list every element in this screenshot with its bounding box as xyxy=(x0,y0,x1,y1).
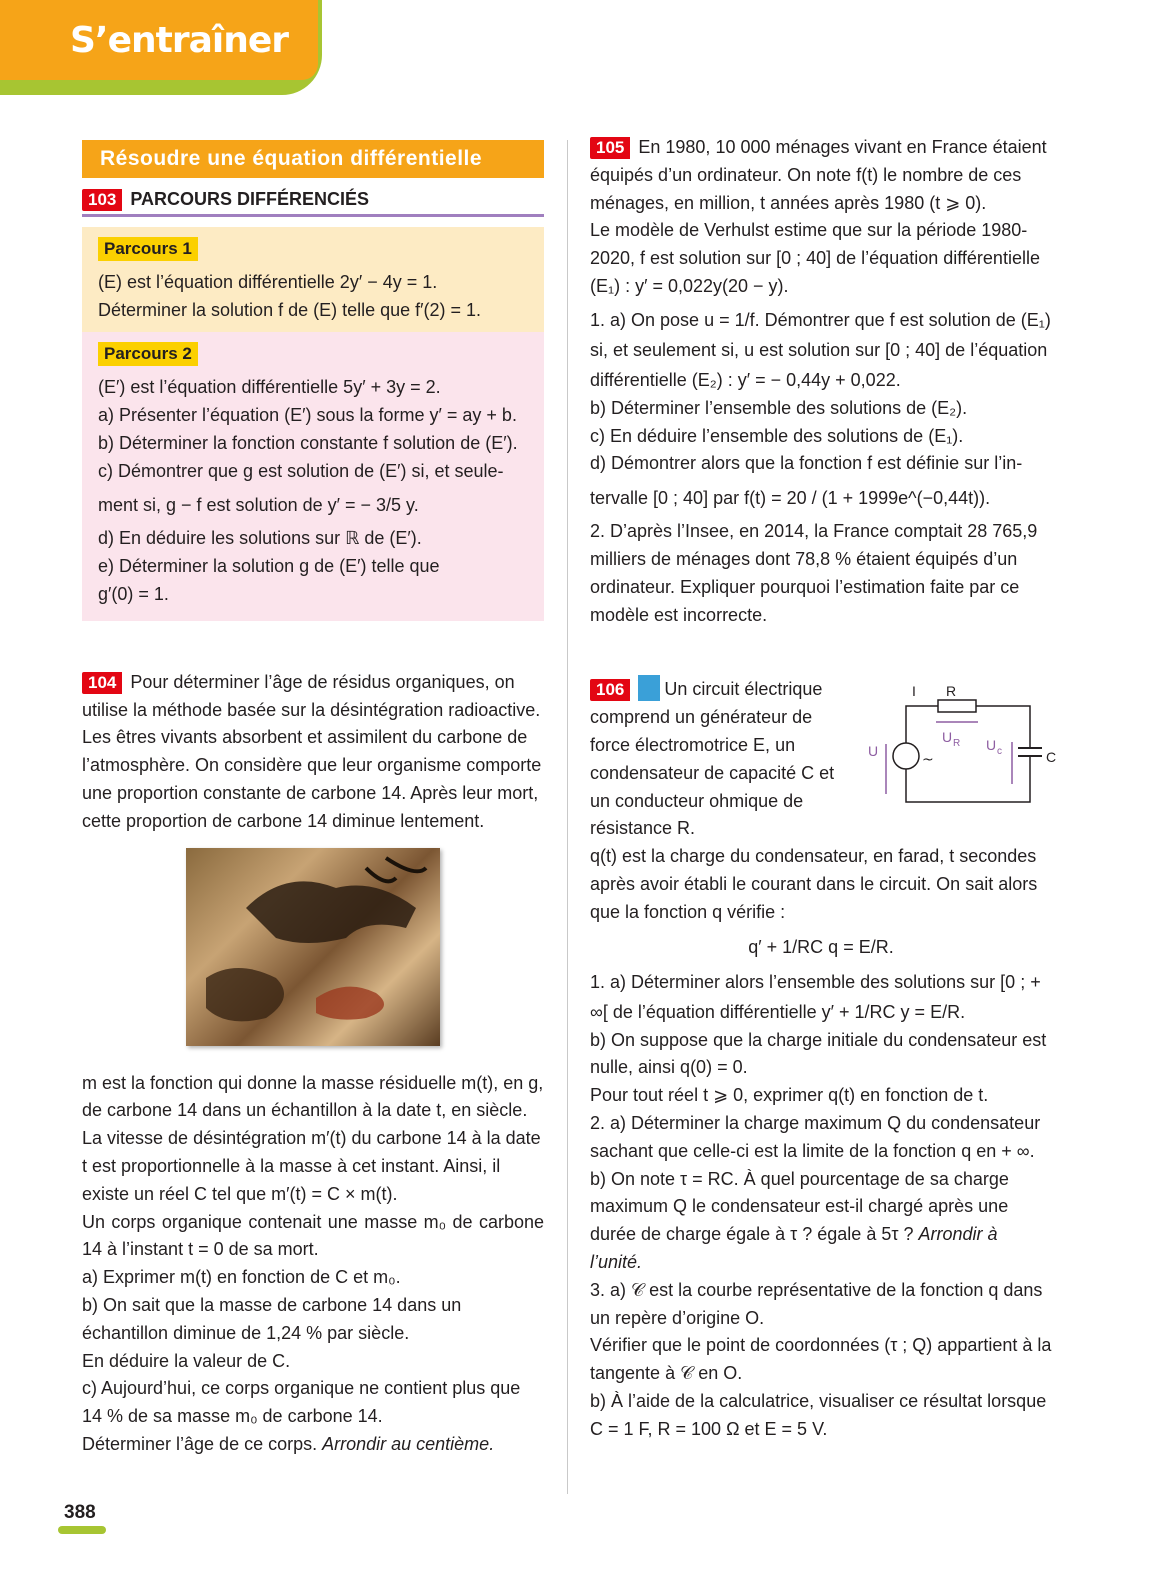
ex106-number: 106 xyxy=(590,679,630,701)
ex105-intro xyxy=(590,134,1052,217)
ex104-c2-text: Déterminer l’âge de ce corps. xyxy=(82,1433,323,1454)
p2-question-c1: c) Démontrer que g est solution de (E′) si, et seule- xyxy=(98,460,504,481)
ex104-paragraph-2: Un corps organique contenait une masse m₀ de carbone 14 à l’instant t = 0 de sa mort. xyxy=(82,1211,544,1260)
ex106-equation: q′ + 1/RC q = E/R. xyxy=(748,936,894,957)
ex104-question-a: a) Exprimer m(t) en fonction de C et m₀. xyxy=(82,1267,401,1288)
section-title: Résoudre une équation différentielle xyxy=(82,140,544,178)
parcours-1-box xyxy=(82,227,544,332)
ex104-paragraph-1: m est la fonction qui donne la masse résiduelle m(t), en g, de carbone 14 dans un échantillon à la date t, en siècle. La vitesse de désintégration m′(t) du carbone 14 à la date t est proportionnelle à la masse à cet instant. Ainsi, il existe un réel C tel que m′(t) = C × m(t). xyxy=(82,1072,544,1204)
ex104-number: 104 xyxy=(82,672,122,694)
ex103-number: 103 xyxy=(82,189,122,211)
ex104-question-b2: En déduire la valeur de C. xyxy=(82,1350,291,1371)
p2-question-d: d) En déduire les solutions sur ℝ de (E′). xyxy=(98,528,422,549)
circuit-label-ur-sub: R xyxy=(953,738,961,749)
ex104-intro-text: Pour déterminer l’âge de résidus organiques, on utilise la méthode basée sur la désintégration radioactive. Les êtres vivants absorbent et assimilent du carbone de l’atmosphère. On considère que leur organisme comporte une proportion constante de carbone 14. Après leur mort, cette proportion de carbone 14 diminue lentement. xyxy=(82,671,542,831)
circuit-label-uc-sub: c xyxy=(997,746,1002,757)
rc-circuit-diagram xyxy=(860,684,1060,814)
ex105-number: 105 xyxy=(590,137,630,159)
ex105-question-1d2: tervalle [0 ; 40] par f(t) = 20 / (1 + 1999e^(−0,44t)). xyxy=(590,488,991,509)
page-number: 388 xyxy=(64,1502,96,1523)
ex105-question-1c: c) En déduire l’ensemble des solutions de (E₁). xyxy=(590,425,964,446)
page-number-underline xyxy=(58,1526,106,1534)
circuit-label-generator: ~ xyxy=(922,752,934,768)
ex104-question-c2 xyxy=(82,1431,544,1459)
p2-line-1: (E′) est l’équation différentielle 5y′ + 3y = 2. xyxy=(98,377,441,398)
ex106-question-3a2: Vérifier que le point de coordonnées (τ ; Q) appartient à la tangente à 𝒞 en O. xyxy=(590,1335,1052,1384)
ex105 xyxy=(590,134,1052,629)
ex106-q2b-italic: Arrondir à l’unité. xyxy=(590,1224,998,1272)
ex105-question-1d1: d) Démontrer alors que la fonction f est définie sur l’in- xyxy=(590,453,1023,474)
parcours-2-label: Parcours 2 xyxy=(98,342,198,366)
ex105-question-1b: b) Déterminer l’ensemble des solutions de (E₂). xyxy=(590,397,968,418)
p2-question-a: a) Présenter l’équation (E′) sous la forme y′ = ay + b. xyxy=(98,404,517,425)
ex106-question-3b: b) À l’aide de la calculatrice, visualiser ce résultat lorsque C = 1 F, R = 100 Ω et E = 5 V. xyxy=(590,1390,1047,1439)
ex105-model: Le modèle de Verhulst estime que sur la période 1980-2020, f est solution sur [0 ; 40] de l’équation différentielle (E₁) : y′ = 0,022y(20 − y). xyxy=(590,220,1040,296)
p2-question-e1: e) Déterminer la solution g de (E′) telle que xyxy=(98,556,440,577)
cave-painting-image xyxy=(186,848,440,1046)
ex104-intro xyxy=(82,669,544,836)
left-column xyxy=(82,140,544,1459)
p2-question-b: b) Déterminer la fonction constante f solution de (E′). xyxy=(98,432,518,453)
page-title: S’entraîner xyxy=(70,20,289,61)
ex106-question-2b xyxy=(590,1166,1052,1277)
ex104 xyxy=(82,669,544,1459)
circuit-label-r: R xyxy=(946,684,957,699)
ex104-c2-italic: Arrondir au centième. xyxy=(322,1433,495,1454)
ex105-intro-text: En 1980, 10 000 ménages vivant en France étaient équipés d’un ordinateur. On note f(t) le nombre de ces ménages, en million, t années après 1980 (t ⩾ 0). xyxy=(590,137,1047,213)
ex106-question-3a: 3. a) 𝒞 est la courbe représentative de la fonction q dans un repère d’origine O. xyxy=(590,1279,1043,1328)
ex104-question-b: b) On sait que la masse de carbone 14 dans un échantillon diminue de 1,24 % par siècle. xyxy=(82,1294,462,1343)
circuit-label-c: C xyxy=(1046,749,1057,765)
ex106-question-2a: 2. a) Déterminer la charge maximum Q du condensateur sachant que celle-ci est la limite de la fonction q en + ∞. xyxy=(590,1112,1041,1161)
circuit-label-u: U xyxy=(868,743,879,759)
ex106-question-1a: 1. a) Déterminer alors l’ensemble des solutions sur [0 ; + ∞[ de l’équation différentielle y′ + 1/RC y = E/R. xyxy=(590,971,1041,1022)
ex105-question-1a: 1. a) On pose u = 1/f. Démontrer que f est solution de (E₁) si, et seulement si, u est solution sur [0 ; 40] de l’équation différentielle (E₂) : y′ = − 0,44y + 0,022. xyxy=(590,309,1051,390)
ex106-question-1b2: Pour tout réel t ⩾ 0, exprimer q(t) en fonction de t. xyxy=(590,1085,989,1106)
parcours-1-label: Parcours 1 xyxy=(98,237,198,261)
circuit-label-uc: U xyxy=(986,737,997,753)
p1-line-2: Déterminer la solution f de (E) telle que f′(2) = 1. xyxy=(98,299,482,320)
p2-question-e2: g′(0) = 1. xyxy=(98,583,169,604)
ex106-intro-text: Un circuit électrique comprend un générateur de force électromotrice E, un condensateur de capacité C et un conducteur ohmique de résistance R. xyxy=(590,679,835,839)
ex103-header xyxy=(82,184,544,217)
p2-question-c2: ment si, g − f est solution de y′ = − 3/5 y. xyxy=(98,495,419,516)
circuit-label-i: I xyxy=(912,684,916,699)
parcours-2-box xyxy=(82,332,544,620)
ex103-title: PARCOURS DIFFÉRENCIÉS xyxy=(130,189,370,209)
ex105-question-2: 2. D’après l’Insee, en 2014, la France comptait 28 765,9 milliers de ménages dont 78,8 % étaient équipés d’un ordinateur. Expliquer pourquoi l’estimation faite par ce modèle est incorrecte. xyxy=(590,521,1038,625)
ex106-intro xyxy=(590,675,852,843)
calculator-icon xyxy=(638,675,660,701)
p1-line-1: (E) est l’équation différentielle 2y′ − 4y = 1. xyxy=(98,271,438,292)
ex106-q2b-text: b) On note τ = RC. À quel pourcentage de sa charge maximum Q le condensateur est-il chargé après une durée de charge égale à τ ? égale à 5τ ? xyxy=(590,1168,1009,1245)
column-divider xyxy=(567,140,568,1494)
ex106-question-1b: b) On suppose que la charge initiale du condensateur est nulle, ainsi q(0) = 0. xyxy=(590,1029,1047,1078)
ex104-question-c: c) Aujourd’hui, ce corps organique ne contient plus que 14 % de sa masse m₀ de carbone 14. xyxy=(82,1378,521,1427)
ex106-charge: q(t) est la charge du condensateur, en farad, t secondes après avoir établi le courant dans le circuit. On sait alors que la fonction q vérifie : xyxy=(590,846,1038,922)
circuit-label-ur: U xyxy=(942,729,953,745)
